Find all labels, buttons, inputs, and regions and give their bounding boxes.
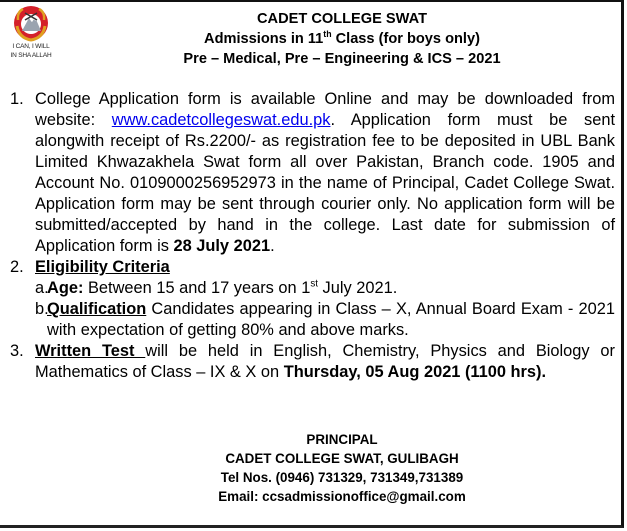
footer-email: Email: ccsadmissionoffice@gmail.com [218,489,466,504]
application-text: College Application form is available Online and may be downloaded from website: [35,90,615,129]
item-text [35,257,615,341]
item-number: 1. [10,90,24,108]
age-sup: st [310,278,318,290]
sub-letter: b. [35,300,49,318]
age-text: Between 15 and 17 years on 1 [83,279,311,297]
eligibility-heading: Eligibility Criteria [35,258,170,276]
eligibility-age [35,278,615,299]
application-details: . Application form must be sent alongwith receipt of Rs.2200/- as registration fee to be deposited in UBL Bank Limited Khwazakhela Swat form all over Pakistan, Branch code. 1905 and Account No. 0109000256952973 in the name of Principal, Cadet College Swat. Application form may be sent through courier only. No application form will be submitted/accepted by hand in the college. Last date for submission of Application form is [35,111,615,255]
footer-role: PRINCIPAL [306,432,378,447]
list-item-application [10,89,615,257]
qualification-label: Qualification [47,300,147,318]
test-date: Thursday, 05 Aug 2021 (1100 hrs). [283,363,547,381]
item-text [35,341,615,383]
sub-text [47,299,615,341]
footer-institution: CADET COLLEGE SWAT, GULIBAGH [225,451,459,466]
sub-letter: a. [35,279,49,297]
subtitle-sup: th [323,29,332,40]
list-item-eligibility [10,257,615,341]
header-streams: Pre – Medical, Pre – Engineering & ICS – 2021 [183,51,501,67]
header-title: CADET COLLEGE SWAT [257,11,427,27]
subtitle-text-end: Class (for boys only) [331,31,480,47]
list-item-written-test [10,341,615,383]
eligibility-qualification [35,299,615,341]
qualification-text: Candidates appearing in Class – X, Annual Board Exam - 2021 with expectation of getting 80% and above marks. [47,300,615,339]
item-number: 2. [10,258,24,276]
notice-body [10,89,615,383]
motto-line-2: IN SHA ALLAH [10,52,52,59]
item-number: 3. [10,342,24,360]
motto-line-1: I CAN, I WILL [12,43,50,50]
subtitle-text: Admissions in 11 [204,31,324,47]
age-label: Age: [47,279,84,297]
footer-phones: Tel Nos. (0946) 731329, 731349,731389 [220,470,464,485]
website-link[interactable]: www.cadetcollegeswat.edu.pk [111,111,331,129]
period: . [270,237,275,255]
notice-header [60,9,624,69]
header-subtitle [60,29,624,49]
deadline-date: 28 July 2021 [173,237,271,255]
college-crest-icon [11,4,51,42]
sub-text [47,278,615,299]
written-test-heading: Written Test [35,342,146,360]
age-text-end: July 2021. [318,279,398,297]
college-logo [6,4,56,60]
item-text [35,89,615,257]
written-test-text: will be held in English, Chemistry, Physics and Biology or Mathematics of Class – IX & X on [35,342,615,381]
contact-footer [60,430,624,506]
